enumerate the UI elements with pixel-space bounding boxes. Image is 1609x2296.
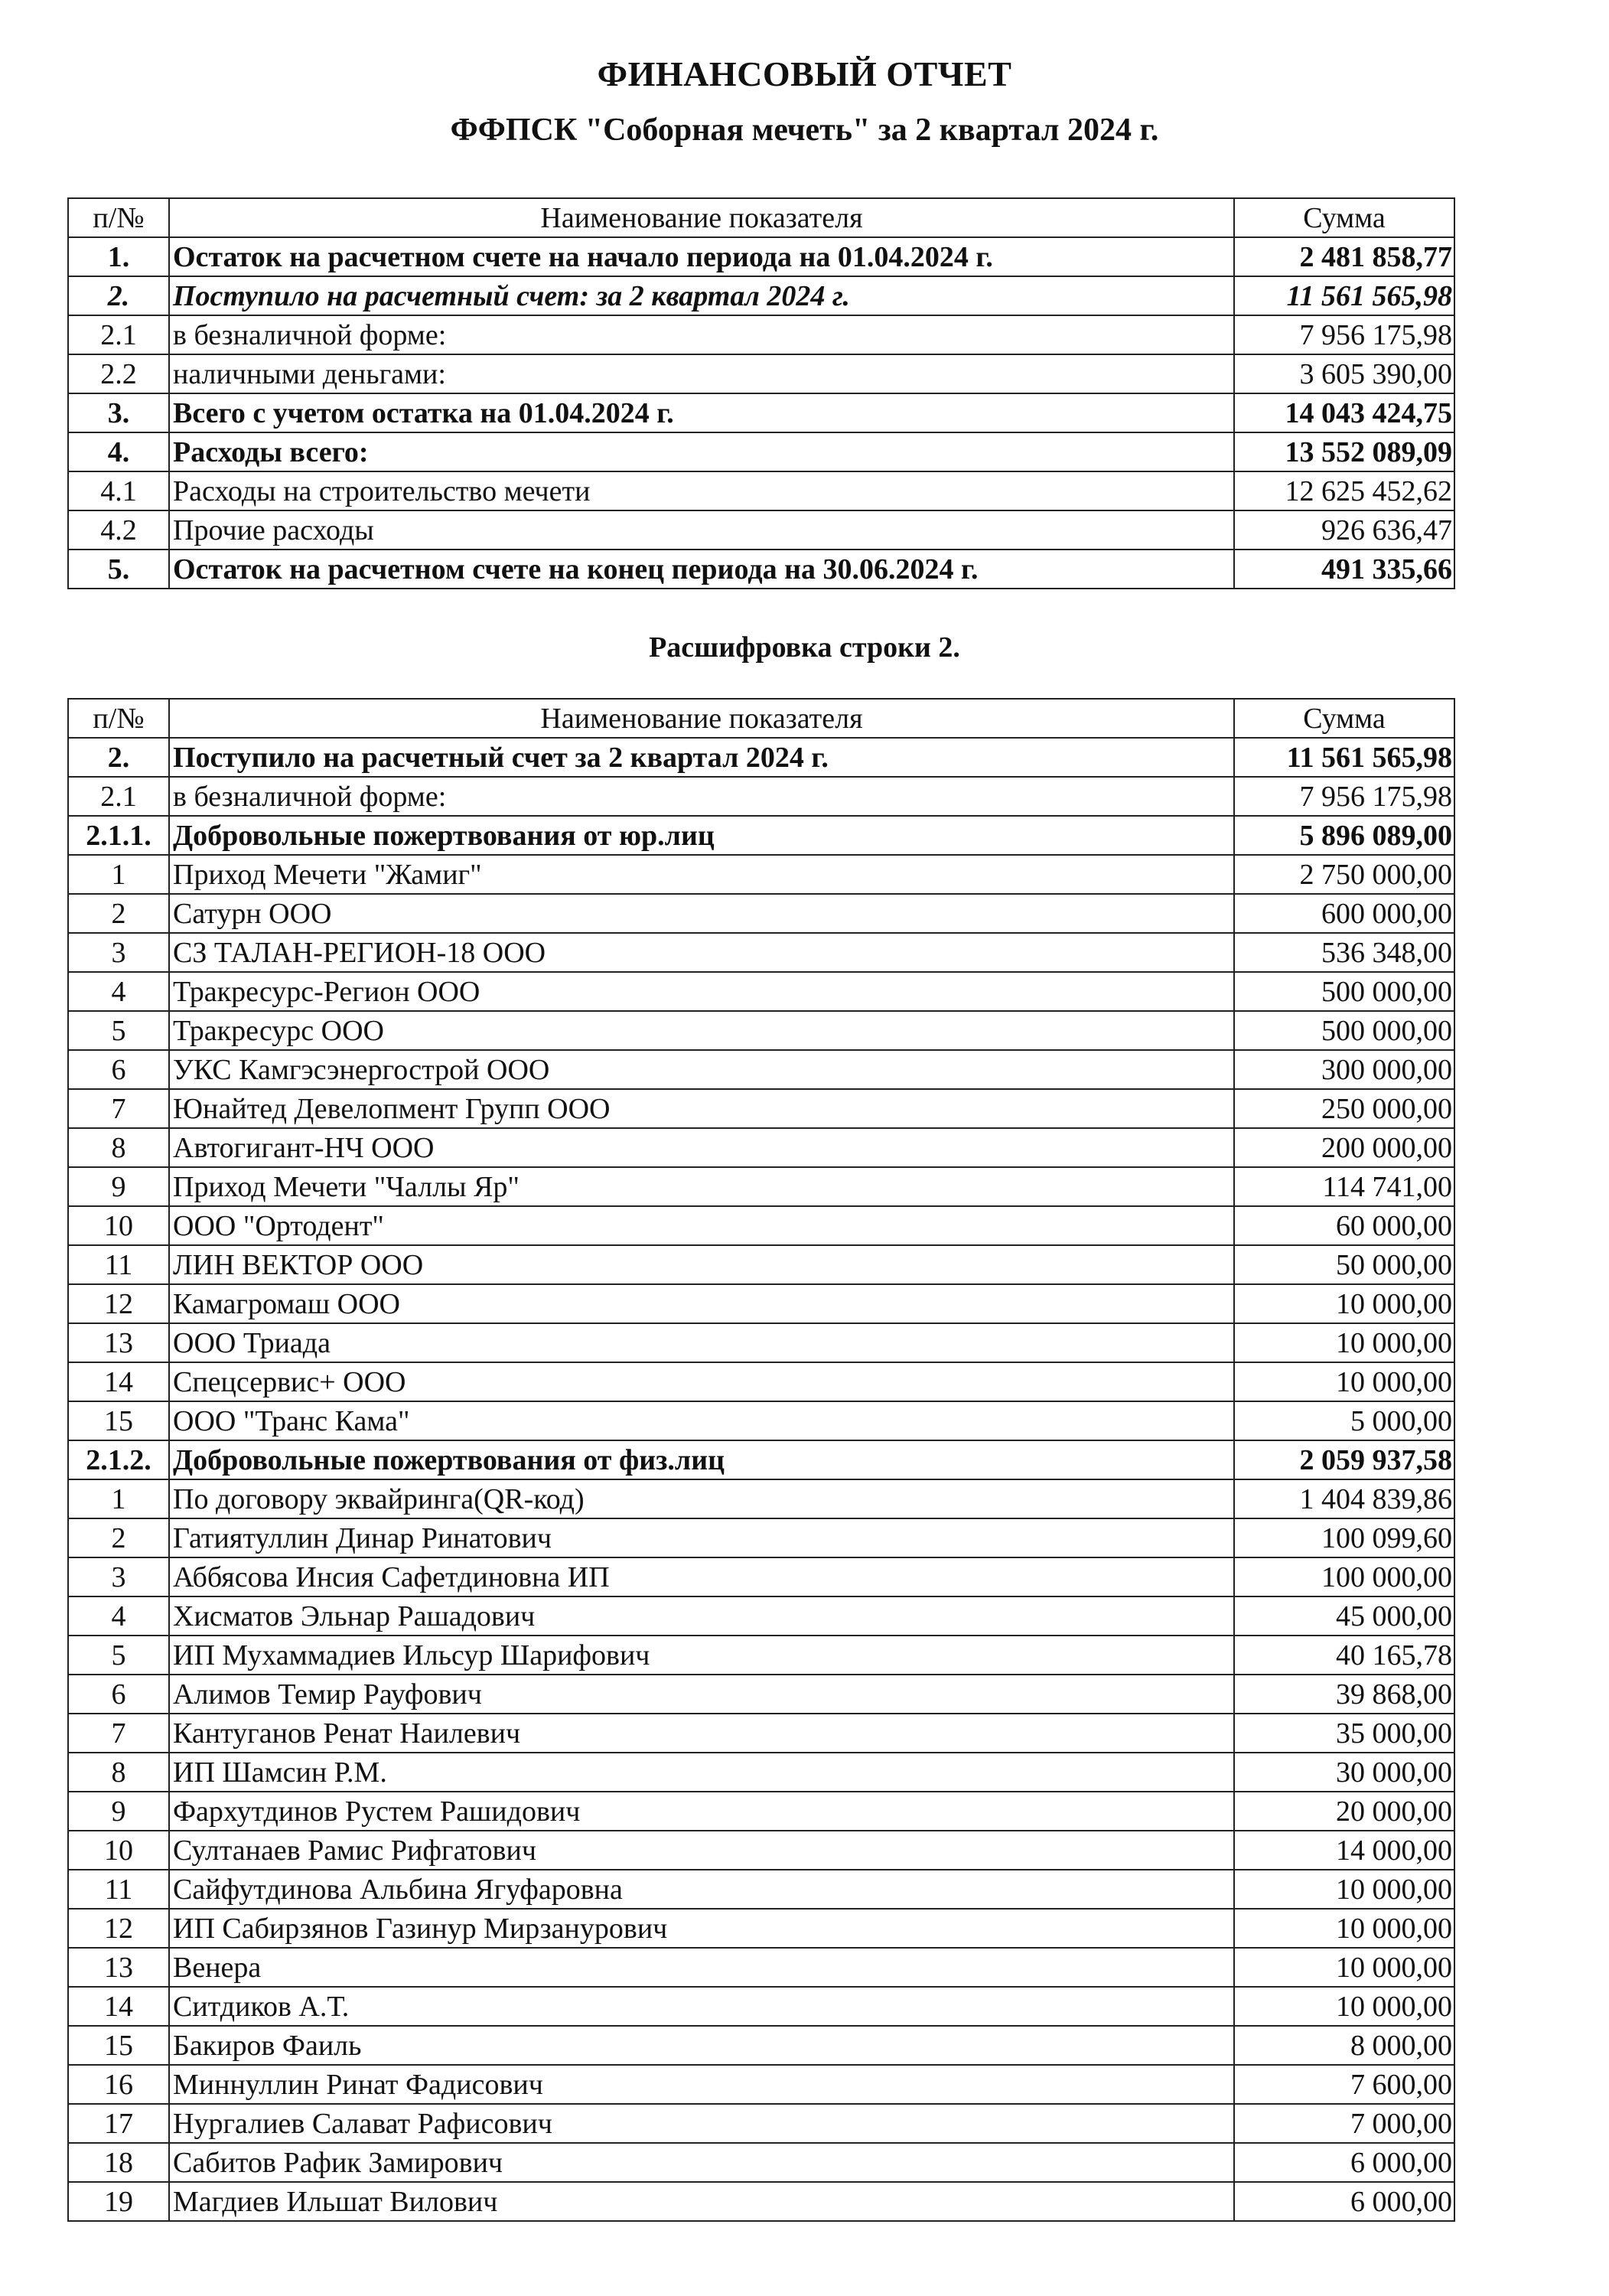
row-num: 16 [68,2065,169,2104]
row-name: Прочие расходы [169,510,1234,550]
table-row [68,855,1454,894]
row-num: 7 [68,1089,169,1128]
breakdown-header-row [68,699,1454,738]
row-num: 2.2 [68,354,169,393]
row-name: ООО "Ортодент" [169,1206,1234,1245]
row-num: 2.1 [68,777,169,816]
row-sum: 14 000,00 [1234,1831,1454,1870]
table-row [68,1284,1454,1323]
row-num: 8 [68,1128,169,1167]
row-sum: 8 000,00 [1234,2026,1454,2065]
row-name: Всего с учетом остатка на 01.04.2024 г. [169,393,1234,432]
row-name: Добровольные пожертвования от юр.лиц [169,816,1234,855]
row-name: Юнайтед Девелопмент Групп ООО [169,1089,1234,1128]
row-num: 4.2 [68,510,169,550]
table-row [68,237,1454,276]
row-num: 7 [68,1714,169,1753]
row-name: ООО "Транс Кама" [169,1401,1234,1440]
table-row [68,1792,1454,1831]
row-name: Венера [169,1948,1234,1987]
table-row [68,471,1454,510]
table-row [68,2104,1454,2143]
row-sum: 11 561 565,98 [1234,276,1454,315]
table-row [68,2143,1454,2182]
row-num: 10 [68,1206,169,1245]
table-row [68,1753,1454,1792]
row-sum: 14 043 424,75 [1234,393,1454,432]
table-row [68,1245,1454,1284]
row-sum: 2 750 000,00 [1234,855,1454,894]
row-num: 10 [68,1831,169,1870]
row-sum: 10 000,00 [1234,1870,1454,1909]
row-num: 19 [68,2182,169,2221]
row-num: 3 [68,1557,169,1596]
table-row [68,315,1454,354]
table-row [68,1089,1454,1128]
row-sum: 10 000,00 [1234,1987,1454,2026]
row-sum: 7 956 175,98 [1234,777,1454,816]
table-row [68,1167,1454,1206]
table-row [68,1401,1454,1440]
row-name: Сайфутдинова Альбина Ягуфаровна [169,1870,1234,1909]
row-sum: 11 561 565,98 [1234,738,1454,777]
table-row [68,510,1454,550]
header-name: Наименование показателя [169,198,1234,237]
row-sum: 50 000,00 [1234,1245,1454,1284]
row-num: 1 [68,1479,169,1518]
row-num: 8 [68,1753,169,1792]
table-row [68,816,1454,855]
breakdown-title: Расшифровка строки 2. [649,631,960,664]
row-sum: 6 000,00 [1234,2143,1454,2182]
row-sum: 491 335,66 [1234,550,1454,589]
row-name: Сатурн ООО [169,894,1234,933]
row-name: Ситдиков А.Т. [169,1987,1234,2026]
table-row [68,1909,1454,1948]
row-num: 4 [68,972,169,1011]
row-name: в безналичной форме: [169,315,1234,354]
row-num: 12 [68,1909,169,1948]
row-sum: 1 404 839,86 [1234,1479,1454,1518]
row-sum: 250 000,00 [1234,1089,1454,1128]
row-num: 6 [68,1675,169,1714]
table-row [68,1518,1454,1557]
row-num: 14 [68,1987,169,2026]
row-num: 2. [68,276,169,315]
row-name: Аббясова Инсия Сафетдиновна ИП [169,1557,1234,1596]
row-sum: 2 481 858,77 [1234,237,1454,276]
row-name: Автогигант-НЧ ООО [169,1128,1234,1167]
table-row [68,1050,1454,1089]
row-name: Нургалиев Салават Рафисович [169,2104,1234,2143]
row-num: 3 [68,933,169,972]
row-name: ИП Шамсин Р.М. [169,1753,1234,1792]
row-sum: 500 000,00 [1234,1011,1454,1050]
row-sum: 300 000,00 [1234,1050,1454,1089]
table-row [68,894,1454,933]
row-name: Поступило на расчетный счет за 2 квартал 2024 г. [169,738,1234,777]
row-sum: 35 000,00 [1234,1714,1454,1753]
row-name: Султанаев Рамис Рифгатович [169,1831,1234,1870]
report-title: ФИНАНСОВЫЙ ОТЧЕТ [597,54,1012,93]
row-sum: 30 000,00 [1234,1753,1454,1792]
row-name: Поступило на расчетный счет: за 2 квартал 2024 г. [169,276,1234,315]
table-row [68,354,1454,393]
table-row [68,1206,1454,1245]
row-num: 13 [68,1323,169,1362]
row-num: 5 [68,1636,169,1675]
row-num: 12 [68,1284,169,1323]
row-name: Спецсервис+ ООО [169,1362,1234,1401]
row-name: Расходы на строительство мечети [169,471,1234,510]
row-num: 2.1.2. [68,1440,169,1479]
row-name: ИП Мухаммадиев Ильсур Шарифович [169,1636,1234,1675]
row-num: 15 [68,2026,169,2065]
table-row [68,1011,1454,1050]
row-name: Алимов Темир Рауфович [169,1675,1234,1714]
table-row [68,1362,1454,1401]
row-num: 3. [68,393,169,432]
row-num: 9 [68,1167,169,1206]
row-num: 18 [68,2143,169,2182]
row-sum: 10 000,00 [1234,1323,1454,1362]
table-row [68,2065,1454,2104]
row-name: Магдиев Ильшат Вилович [169,2182,1234,2221]
row-sum: 45 000,00 [1234,1596,1454,1636]
summary-header-row [68,198,1454,237]
table-row [68,1870,1454,1909]
row-sum: 600 000,00 [1234,894,1454,933]
header-num: п/№ [68,198,169,237]
header-name: Наименование показателя [169,699,1234,738]
row-name: СЗ ТАЛАН-РЕГИОН-18 ООО [169,933,1234,972]
row-sum: 10 000,00 [1234,1948,1454,1987]
row-num: 1. [68,237,169,276]
row-num: 2. [68,738,169,777]
row-num: 17 [68,2104,169,2143]
row-name: УКС Камгэсэнергострой ООО [169,1050,1234,1089]
row-sum: 40 165,78 [1234,1636,1454,1675]
table-row [68,1987,1454,2026]
row-sum: 10 000,00 [1234,1362,1454,1401]
row-sum: 200 000,00 [1234,1128,1454,1167]
row-sum: 13 552 089,09 [1234,432,1454,471]
table-row [68,933,1454,972]
row-num: 1 [68,855,169,894]
header-sum: Сумма [1234,198,1454,237]
row-sum: 5 896 089,00 [1234,816,1454,855]
row-sum: 2 059 937,58 [1234,1440,1454,1479]
row-num: 4. [68,432,169,471]
row-num: 2 [68,894,169,933]
row-num: 6 [68,1050,169,1089]
row-name: Фархутдинов Рустем Рашидович [169,1792,1234,1831]
row-name: наличными деньгами: [169,354,1234,393]
row-num: 9 [68,1792,169,1831]
row-name: Тракресурс ООО [169,1011,1234,1050]
row-name: Бакиров Фаиль [169,2026,1234,2065]
row-sum: 12 625 452,62 [1234,471,1454,510]
row-sum: 500 000,00 [1234,972,1454,1011]
table-row [68,2182,1454,2221]
report-subtitle: ФФПСК "Соборная мечеть" за 2 квартал 2024 г. [450,113,1159,148]
table-row [68,1128,1454,1167]
row-name: Миннуллин Ринат Фадисович [169,2065,1234,2104]
summary-table [67,197,1455,589]
row-sum: 3 605 390,00 [1234,354,1454,393]
row-sum: 7 600,00 [1234,2065,1454,2104]
row-name: Сабитов Рафик Замирович [169,2143,1234,2182]
header-sum: Сумма [1234,699,1454,738]
table-row [68,1323,1454,1362]
row-sum: 6 000,00 [1234,2182,1454,2221]
row-num: 11 [68,1245,169,1284]
table-row [68,1440,1454,1479]
table-row [68,1636,1454,1675]
table-row [68,550,1454,589]
table-row [68,1714,1454,1753]
row-name: ЛИН ВЕКТОР ООО [169,1245,1234,1284]
row-num: 11 [68,1870,169,1909]
row-sum: 10 000,00 [1234,1284,1454,1323]
row-sum: 114 741,00 [1234,1167,1454,1206]
table-row [68,1557,1454,1596]
table-row [68,1596,1454,1636]
row-name: Остаток на расчетном счете на конец периода на 30.06.2024 г. [169,550,1234,589]
row-sum: 39 868,00 [1234,1675,1454,1714]
table-row [68,972,1454,1011]
row-num: 4.1 [68,471,169,510]
row-sum: 100 000,00 [1234,1557,1454,1596]
table-row [68,393,1454,432]
row-num: 13 [68,1948,169,1987]
row-num: 14 [68,1362,169,1401]
table-row [68,738,1454,777]
row-name: ООО Триада [169,1323,1234,1362]
table-row [68,1948,1454,1987]
table-row [68,1675,1454,1714]
row-name: Приход Мечети "Чаллы Яр" [169,1167,1234,1206]
row-num: 2.1 [68,315,169,354]
breakdown-table [67,698,1455,2222]
row-name: в безналичной форме: [169,777,1234,816]
table-row [68,1831,1454,1870]
row-num: 2.1.1. [68,816,169,855]
row-sum: 20 000,00 [1234,1792,1454,1831]
header-num: п/№ [68,699,169,738]
row-sum: 100 099,60 [1234,1518,1454,1557]
row-name: Гатиятуллин Динар Ринатович [169,1518,1234,1557]
row-name: Расходы всего: [169,432,1234,471]
table-row [68,276,1454,315]
row-num: 2 [68,1518,169,1557]
row-name: Приход Мечети "Жамиг" [169,855,1234,894]
table-row [68,777,1454,816]
row-name: ИП Сабирзянов Газинур Мирзанурович [169,1909,1234,1948]
row-sum: 60 000,00 [1234,1206,1454,1245]
row-num: 4 [68,1596,169,1636]
row-name: Хисматов Эльнар Рашадович [169,1596,1234,1636]
row-num: 15 [68,1401,169,1440]
row-name: Добровольные пожертвования от физ.лиц [169,1440,1234,1479]
row-num: 5 [68,1011,169,1050]
row-num: 5. [68,550,169,589]
table-row [68,432,1454,471]
row-sum: 536 348,00 [1234,933,1454,972]
row-sum: 926 636,47 [1234,510,1454,550]
row-sum: 10 000,00 [1234,1909,1454,1948]
table-row [68,2026,1454,2065]
row-name: Остаток на расчетном счете на начало периода на 01.04.2024 г. [169,237,1234,276]
row-sum: 5 000,00 [1234,1401,1454,1440]
row-name: Тракресурс-Регион ООО [169,972,1234,1011]
row-sum: 7 956 175,98 [1234,315,1454,354]
row-sum: 7 000,00 [1234,2104,1454,2143]
row-name: По договору эквайринга(QR-код) [169,1479,1234,1518]
row-name: Кантуганов Ренат Наилевич [169,1714,1234,1753]
row-name: Камагромаш ООО [169,1284,1234,1323]
table-row [68,1479,1454,1518]
